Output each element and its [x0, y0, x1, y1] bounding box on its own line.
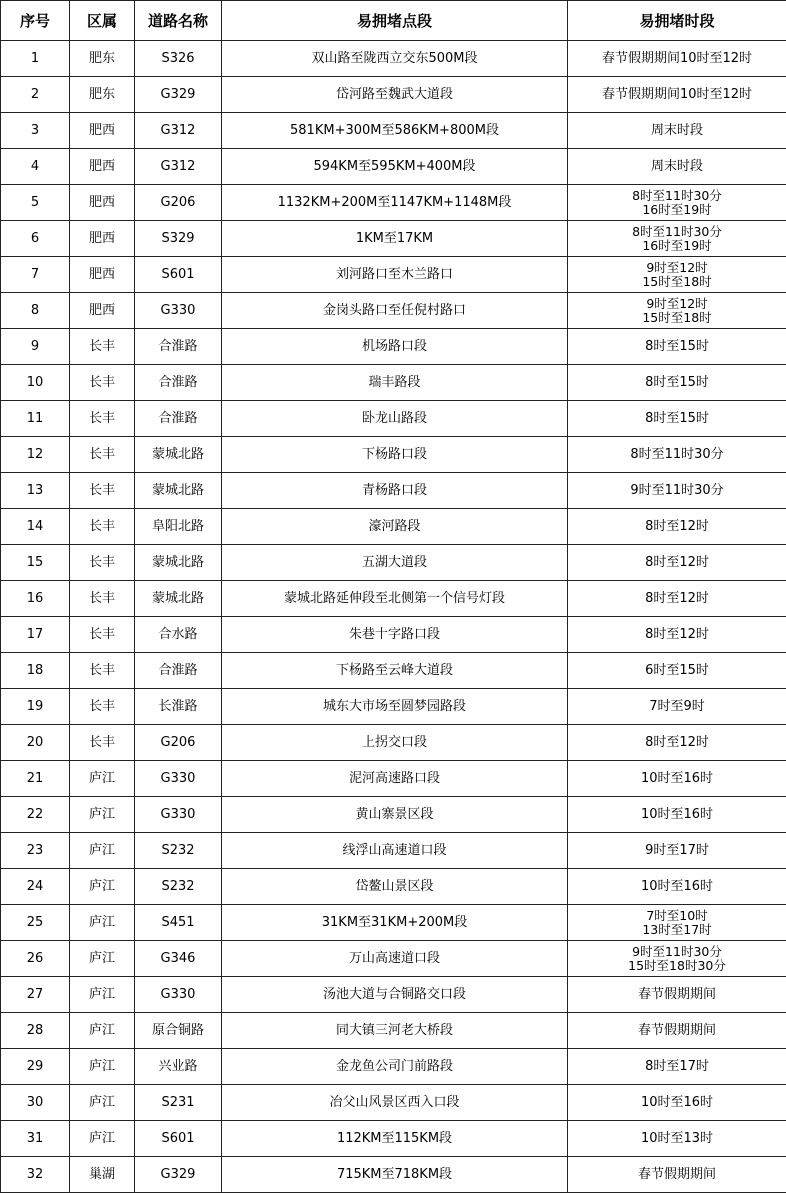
- district-cell: 肥西: [70, 113, 135, 149]
- row-number-cell: 16: [1, 581, 70, 617]
- row-number-cell: 26: [1, 941, 70, 977]
- row-number-cell: 6: [1, 221, 70, 257]
- time-line: 16时至19时: [568, 239, 786, 253]
- table-row: [1, 1049, 786, 1085]
- time-cell: [568, 293, 786, 329]
- segment-cell: 594KM至595KM+400M段: [222, 149, 568, 185]
- segment-cell: 泥河高速路口段: [222, 761, 568, 797]
- table-row: [1, 293, 786, 329]
- district-cell: 庐江: [70, 869, 135, 905]
- time-line: 春节假期期间: [568, 1023, 786, 1038]
- time-line: 春节假期期间: [568, 1167, 786, 1182]
- district-cell: 肥西: [70, 293, 135, 329]
- road-name-cell: S231: [135, 1085, 222, 1121]
- segment-cell: 112KM至115KM段: [222, 1121, 568, 1157]
- time-cell: [568, 653, 786, 689]
- segment-cell: 线浮山高速道口段: [222, 833, 568, 869]
- time-cell: [568, 221, 786, 257]
- time-line: 周末时段: [568, 123, 786, 138]
- district-cell: 肥东: [70, 41, 135, 77]
- time-line: 9时至11时30分: [568, 483, 786, 498]
- road-name-cell: G330: [135, 797, 222, 833]
- table-row: [1, 185, 786, 221]
- district-cell: 长丰: [70, 329, 135, 365]
- header-row: [1, 1, 786, 41]
- segment-cell: 五湖大道段: [222, 545, 568, 581]
- road-name-cell: 阜阳北路: [135, 509, 222, 545]
- row-number-cell: 29: [1, 1049, 70, 1085]
- time-cell: [568, 401, 786, 437]
- district-cell: 庐江: [70, 1085, 135, 1121]
- district-cell: 庐江: [70, 833, 135, 869]
- row-number-cell: 19: [1, 689, 70, 725]
- segment-cell: 卧龙山路段: [222, 401, 568, 437]
- time-cell: [568, 1013, 786, 1049]
- time-cell: [568, 869, 786, 905]
- time-cell: [568, 689, 786, 725]
- segment-cell: 上拐交口段: [222, 725, 568, 761]
- district-cell: 巢湖: [70, 1157, 135, 1193]
- time-cell: [568, 617, 786, 653]
- segment-cell: 双山路至陇西立交东500M段: [222, 41, 568, 77]
- table-row: [1, 797, 786, 833]
- row-number-cell: 22: [1, 797, 70, 833]
- district-cell: 庐江: [70, 1013, 135, 1049]
- segment-cell: 同大镇三河老大桥段: [222, 1013, 568, 1049]
- time-line: 8时至17时: [568, 1059, 786, 1074]
- road-name-cell: 合淮路: [135, 365, 222, 401]
- table-row: [1, 329, 786, 365]
- time-line: 春节假期期间10时至12时: [568, 87, 786, 102]
- table-row: [1, 365, 786, 401]
- table-row: [1, 41, 786, 77]
- time-cell: [568, 1157, 786, 1193]
- district-cell: 肥西: [70, 149, 135, 185]
- district-cell: 肥东: [70, 77, 135, 113]
- road-name-cell: G329: [135, 1157, 222, 1193]
- time-cell: [568, 833, 786, 869]
- table-row: [1, 869, 786, 905]
- table-row: [1, 905, 786, 941]
- segment-cell: 蒙城北路延伸段至北侧第一个信号灯段: [222, 581, 568, 617]
- time-cell: [568, 1049, 786, 1085]
- time-line: 9时至17时: [568, 843, 786, 858]
- row-number-cell: 7: [1, 257, 70, 293]
- table-row: [1, 941, 786, 977]
- table-row: [1, 833, 786, 869]
- district-cell: 庐江: [70, 1049, 135, 1085]
- table-row: [1, 437, 786, 473]
- row-number-cell: 32: [1, 1157, 70, 1193]
- road-name-cell: G330: [135, 977, 222, 1013]
- row-number-cell: 2: [1, 77, 70, 113]
- time-cell: [568, 725, 786, 761]
- row-number-cell: 25: [1, 905, 70, 941]
- road-name-cell: G330: [135, 293, 222, 329]
- time-line: 8时至12时: [568, 627, 786, 642]
- time-line: 周末时段: [568, 159, 786, 174]
- table-row: [1, 761, 786, 797]
- time-line: 春节假期期间10时至12时: [568, 51, 786, 66]
- segment-cell: 581KM+300M至586KM+800M段: [222, 113, 568, 149]
- district-cell: 长丰: [70, 365, 135, 401]
- row-number-cell: 15: [1, 545, 70, 581]
- table-row: [1, 725, 786, 761]
- table-row: [1, 1013, 786, 1049]
- table-row: [1, 257, 786, 293]
- time-cell: [568, 113, 786, 149]
- segment-cell: 青杨路口段: [222, 473, 568, 509]
- table-row: [1, 473, 786, 509]
- time-line: 15时至18时: [568, 275, 786, 289]
- time-cell: [568, 149, 786, 185]
- time-line: 9时至12时: [568, 297, 786, 311]
- road-name-cell: G312: [135, 149, 222, 185]
- district-cell: 长丰: [70, 581, 135, 617]
- district-cell: 肥西: [70, 257, 135, 293]
- time-line: 10时至16时: [568, 1095, 786, 1110]
- header-time: 易拥堵时段: [568, 1, 786, 41]
- road-name-cell: 合淮路: [135, 653, 222, 689]
- segment-cell: 金岗头路口至任倪村路口: [222, 293, 568, 329]
- time-line: 8时至12时: [568, 735, 786, 750]
- row-number-cell: 28: [1, 1013, 70, 1049]
- table-row: [1, 1157, 786, 1193]
- row-number-cell: 31: [1, 1121, 70, 1157]
- table-row: [1, 509, 786, 545]
- table-row: [1, 545, 786, 581]
- segment-cell: 城东大市场至圆梦园路段: [222, 689, 568, 725]
- time-cell: [568, 329, 786, 365]
- district-cell: 长丰: [70, 653, 135, 689]
- road-name-cell: 原合铜路: [135, 1013, 222, 1049]
- row-number-cell: 20: [1, 725, 70, 761]
- row-number-cell: 21: [1, 761, 70, 797]
- district-cell: 长丰: [70, 545, 135, 581]
- time-cell: [568, 761, 786, 797]
- row-number-cell: 23: [1, 833, 70, 869]
- time-cell: [568, 365, 786, 401]
- row-number-cell: 12: [1, 437, 70, 473]
- time-line: 16时至19时: [568, 203, 786, 217]
- time-cell: [568, 257, 786, 293]
- time-cell: [568, 1121, 786, 1157]
- time-line: 10时至16时: [568, 807, 786, 822]
- road-name-cell: S451: [135, 905, 222, 941]
- district-cell: 长丰: [70, 509, 135, 545]
- segment-cell: 刘河路口至木兰路口: [222, 257, 568, 293]
- header-no: 序号: [1, 1, 70, 41]
- row-number-cell: 17: [1, 617, 70, 653]
- row-number-cell: 18: [1, 653, 70, 689]
- road-name-cell: G329: [135, 77, 222, 113]
- road-name-cell: G346: [135, 941, 222, 977]
- row-number-cell: 11: [1, 401, 70, 437]
- table-row: [1, 77, 786, 113]
- road-name-cell: S601: [135, 1121, 222, 1157]
- segment-cell: 715KM至718KM段: [222, 1157, 568, 1193]
- time-line: 8时至11时30分: [568, 225, 786, 239]
- time-line: 8时至12时: [568, 591, 786, 606]
- time-cell: [568, 473, 786, 509]
- segment-cell: 汤池大道与合铜路交口段: [222, 977, 568, 1013]
- time-line: 8时至11时30分: [568, 447, 786, 462]
- segment-cell: 机场路口段: [222, 329, 568, 365]
- segment-cell: 下杨路至云峰大道段: [222, 653, 568, 689]
- time-line: 8时至15时: [568, 411, 786, 426]
- table-row: [1, 653, 786, 689]
- segment-cell: 岱鳌山景区段: [222, 869, 568, 905]
- road-name-cell: S326: [135, 41, 222, 77]
- road-name-cell: G206: [135, 725, 222, 761]
- time-cell: [568, 437, 786, 473]
- time-line: 13时至17时: [568, 923, 786, 937]
- row-number-cell: 5: [1, 185, 70, 221]
- road-name-cell: 蒙城北路: [135, 437, 222, 473]
- time-line: 10时至16时: [568, 771, 786, 786]
- table-row: [1, 401, 786, 437]
- header-road: 道路名称: [135, 1, 222, 41]
- time-line: 8时至12时: [568, 519, 786, 534]
- table-row: [1, 1121, 786, 1157]
- time-line: 春节假期期间: [568, 987, 786, 1002]
- time-line: 15时至18时: [568, 311, 786, 325]
- row-number-cell: 24: [1, 869, 70, 905]
- time-line: 8时至11时30分: [568, 189, 786, 203]
- row-number-cell: 4: [1, 149, 70, 185]
- road-name-cell: S329: [135, 221, 222, 257]
- table-row: [1, 581, 786, 617]
- road-name-cell: 兴业路: [135, 1049, 222, 1085]
- table-row: [1, 221, 786, 257]
- district-cell: 长丰: [70, 473, 135, 509]
- header-segment: 易拥堵点段: [222, 1, 568, 41]
- road-name-cell: G206: [135, 185, 222, 221]
- district-cell: 肥西: [70, 185, 135, 221]
- segment-cell: 金龙鱼公司门前路段: [222, 1049, 568, 1085]
- segment-cell: 黄山寨景区段: [222, 797, 568, 833]
- time-line: 6时至15时: [568, 663, 786, 678]
- time-line: 7时至10时: [568, 909, 786, 923]
- district-cell: 庐江: [70, 761, 135, 797]
- road-name-cell: 长淮路: [135, 689, 222, 725]
- time-cell: [568, 905, 786, 941]
- row-number-cell: 3: [1, 113, 70, 149]
- table-row: [1, 1085, 786, 1121]
- district-cell: 长丰: [70, 725, 135, 761]
- road-name-cell: 合淮路: [135, 401, 222, 437]
- time-cell: [568, 1085, 786, 1121]
- segment-cell: 瑞丰路段: [222, 365, 568, 401]
- table-body: [1, 41, 786, 1193]
- header-district: 区属: [70, 1, 135, 41]
- time-cell: [568, 509, 786, 545]
- segment-cell: 1KM至17KM: [222, 221, 568, 257]
- segment-cell: 万山高速道口段: [222, 941, 568, 977]
- district-cell: 肥西: [70, 221, 135, 257]
- road-name-cell: 合淮路: [135, 329, 222, 365]
- time-line: 8时至15时: [568, 375, 786, 390]
- road-name-cell: G312: [135, 113, 222, 149]
- time-cell: [568, 545, 786, 581]
- time-line: 8时至12时: [568, 555, 786, 570]
- road-name-cell: S601: [135, 257, 222, 293]
- table-row: [1, 689, 786, 725]
- segment-cell: 濠河路段: [222, 509, 568, 545]
- time-cell: [568, 581, 786, 617]
- road-name-cell: 蒙城北路: [135, 581, 222, 617]
- district-cell: 庐江: [70, 797, 135, 833]
- row-number-cell: 10: [1, 365, 70, 401]
- table-row: [1, 113, 786, 149]
- road-name-cell: S232: [135, 833, 222, 869]
- time-line: 8时至15时: [568, 339, 786, 354]
- time-line: 7时至9时: [568, 699, 786, 714]
- road-name-cell: 蒙城北路: [135, 545, 222, 581]
- row-number-cell: 1: [1, 41, 70, 77]
- table-row: [1, 617, 786, 653]
- time-line: 9时至11时30分: [568, 945, 786, 959]
- row-number-cell: 9: [1, 329, 70, 365]
- district-cell: 长丰: [70, 401, 135, 437]
- row-number-cell: 8: [1, 293, 70, 329]
- segment-cell: 1132KM+200M至1147KM+1148M段: [222, 185, 568, 221]
- time-line: 10时至16时: [568, 879, 786, 894]
- district-cell: 长丰: [70, 437, 135, 473]
- time-cell: [568, 797, 786, 833]
- time-cell: [568, 41, 786, 77]
- segment-cell: 冶父山风景区西入口段: [222, 1085, 568, 1121]
- segment-cell: 朱巷十字路口段: [222, 617, 568, 653]
- time-cell: [568, 977, 786, 1013]
- district-cell: 庐江: [70, 1121, 135, 1157]
- district-cell: 庐江: [70, 905, 135, 941]
- segment-cell: 岱河路至魏武大道段: [222, 77, 568, 113]
- table-row: [1, 149, 786, 185]
- time-cell: [568, 77, 786, 113]
- time-cell: [568, 185, 786, 221]
- road-name-cell: S232: [135, 869, 222, 905]
- road-name-cell: G330: [135, 761, 222, 797]
- segment-cell: 下杨路口段: [222, 437, 568, 473]
- row-number-cell: 30: [1, 1085, 70, 1121]
- district-cell: 长丰: [70, 689, 135, 725]
- time-line: 15时至18时30分: [568, 959, 786, 973]
- time-line: 10时至13时: [568, 1131, 786, 1146]
- time-line: 9时至12时: [568, 261, 786, 275]
- table-row: [1, 977, 786, 1013]
- row-number-cell: 27: [1, 977, 70, 1013]
- time-cell: [568, 941, 786, 977]
- district-cell: 庐江: [70, 941, 135, 977]
- segment-cell: 31KM至31KM+200M段: [222, 905, 568, 941]
- road-name-cell: 蒙城北路: [135, 473, 222, 509]
- district-cell: 长丰: [70, 617, 135, 653]
- road-name-cell: 合水路: [135, 617, 222, 653]
- district-cell: 庐江: [70, 977, 135, 1013]
- row-number-cell: 14: [1, 509, 70, 545]
- row-number-cell: 13: [1, 473, 70, 509]
